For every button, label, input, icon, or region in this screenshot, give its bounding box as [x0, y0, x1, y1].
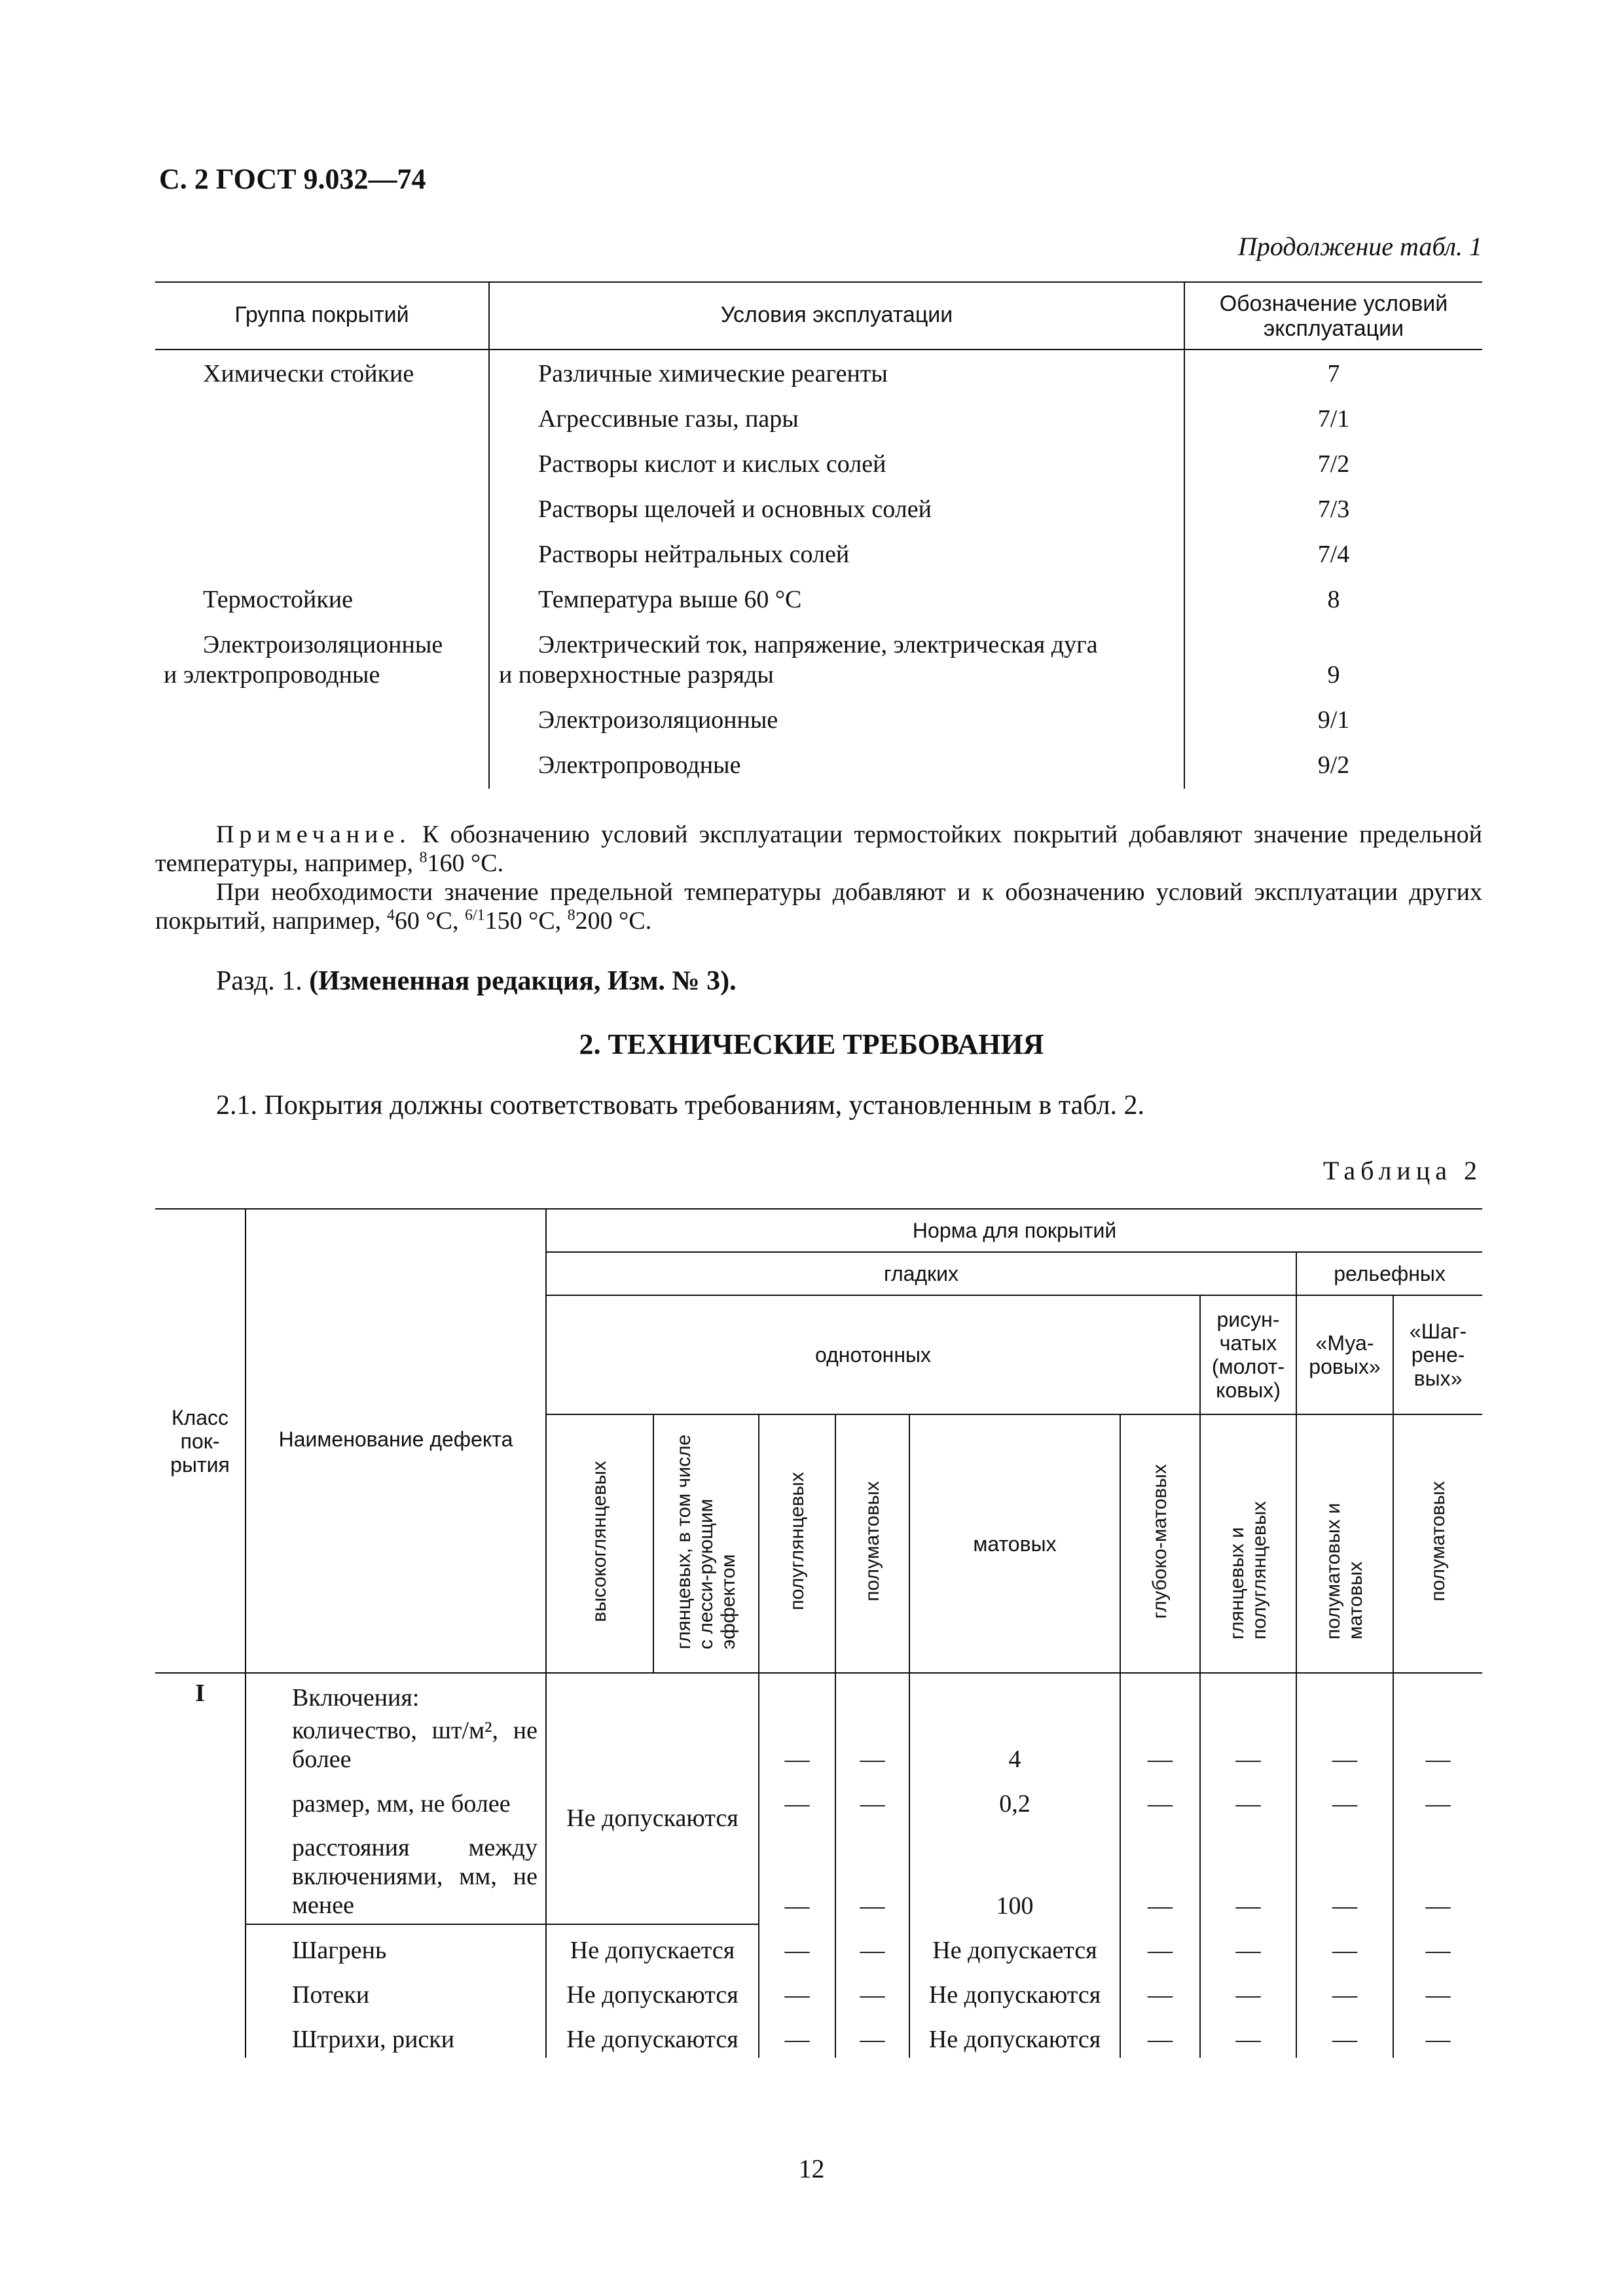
table1-group: Химически стойкие — [203, 360, 414, 387]
table1-code: 7/4 — [1317, 541, 1350, 568]
table2-value: — — [1296, 1716, 1393, 1778]
table2-value: — — [1120, 2013, 1200, 2058]
table2-value: — — [1120, 1969, 1200, 2013]
table2-header-relief: рельефных — [1296, 1252, 1482, 1295]
table2-header-sub: глянцевых и полуглянцевых — [1200, 1414, 1296, 1673]
table2-class-cell: I — [155, 1673, 246, 1716]
table1-header-code: Обозначение условий эксплуатации — [1219, 291, 1448, 341]
table1-condition: Различные химические реагенты — [538, 360, 888, 387]
note-value: 150 °С, — [484, 907, 562, 935]
table2-value: — — [1120, 1924, 1200, 1969]
table2-header-shagreen: «Шаг-рене-вых» — [1393, 1295, 1482, 1414]
table1-header-conditions: Условия эксплуатации — [720, 302, 953, 327]
table1-code: 9/2 — [1317, 751, 1350, 779]
table2-value: — — [759, 1716, 835, 1778]
table2-defect-label: размер, мм, не более — [246, 1778, 546, 1822]
table2-defect-label: Штрихи, риски — [246, 2013, 546, 2058]
note-sup: 4 — [386, 906, 395, 924]
table2-value: — — [1200, 1969, 1296, 2013]
table2-value: — — [1200, 1778, 1296, 1822]
note-sup: 8 — [419, 849, 428, 867]
table2-value: — — [835, 1924, 909, 1969]
table2-header-sub: полуматовых — [1393, 1414, 1482, 1673]
table2-value: — — [759, 1822, 835, 1924]
table2-value: — — [1393, 1822, 1482, 1924]
table2-header-sub: полуматовых — [835, 1414, 909, 1673]
table2-header-sub: полуглянцевых — [759, 1414, 835, 1673]
page-header: С. 2 ГОСТ 9.032—74 — [159, 163, 426, 195]
table1-condition: и поверхностные разряды — [499, 661, 774, 689]
table2-header-sub: полуматовых и матовых — [1296, 1414, 1393, 1673]
revision-bold: (Измененная редакция, Изм. № 3). — [309, 966, 737, 996]
table2-value: Не допускается — [909, 1924, 1120, 1969]
revision-prefix: Разд. 1. — [216, 966, 302, 996]
table1-code: 7 — [1327, 360, 1340, 387]
table2-value: — — [759, 1778, 835, 1822]
table2-value: 4 — [909, 1716, 1120, 1778]
table2-value: — — [1200, 1924, 1296, 1969]
table2-header-class: Класс пок-рытия — [155, 1209, 246, 1673]
paragraph-2-1: 2.1. Покрытия должны соответствовать требованиям, установленным в табл. 2. — [216, 1090, 1145, 1121]
table2-value: — — [1296, 1969, 1393, 2013]
table2-header-blank — [246, 1209, 546, 1414]
table1-condition: Температура выше 60 °С — [538, 586, 802, 613]
table1-header-group: Группа покрытий — [234, 302, 409, 327]
table1-code: 7/1 — [1317, 405, 1350, 433]
table2-header-moire: «Муа-ровых» — [1296, 1295, 1393, 1414]
page-number: 12 — [798, 2154, 825, 2183]
table1-top-rule — [155, 281, 1482, 283]
table2-header-defect: Наименование дефекта — [246, 1414, 546, 1673]
table1-condition: Электроизоляционные — [538, 706, 778, 734]
table2-value: — — [835, 1716, 909, 1778]
note-label: Примечание. — [216, 821, 411, 848]
table1-group: и электропроводные — [164, 661, 380, 689]
table2-header-sub: глубоко-матовых — [1120, 1414, 1200, 1673]
table2-value: Не допускаются — [546, 2013, 759, 2058]
table2-header-sub: высокоглянцевых — [546, 1414, 653, 1673]
table1-code: 7/2 — [1317, 450, 1350, 478]
table2-value: — — [1296, 1822, 1393, 1924]
table1-condition: Электропроводные — [538, 751, 741, 779]
table2-header-smooth: гладких — [546, 1252, 1296, 1295]
table2-value: — — [1296, 1778, 1393, 1822]
table2-defect-label: Потеки — [246, 1969, 546, 2013]
table2-defect-label: Шагрень — [246, 1924, 546, 1969]
table1-code: 8 — [1327, 586, 1340, 613]
table2-value: Не допускаются — [546, 1969, 759, 2013]
note-value: 60 °С, — [394, 907, 459, 935]
table2-defect-label: Включения: — [246, 1673, 546, 1716]
table2-value: — — [835, 1969, 909, 2013]
table2-value: — — [835, 2013, 909, 2058]
table1-group: Термостойкие — [203, 586, 354, 613]
table2-value: Не допускаются — [909, 2013, 1120, 2058]
table2-value: — — [1200, 1716, 1296, 1778]
table2-value: — — [1393, 1969, 1482, 2013]
table1-condition: Растворы щелочей и основных солей — [538, 495, 932, 523]
table1-header-rule — [155, 349, 1482, 350]
table2-header-norm: Норма для покрытий — [546, 1209, 1482, 1252]
table2-value: Не допускается — [546, 1924, 759, 1969]
table2-value: 100 — [909, 1822, 1120, 1924]
table1-code: 7/3 — [1317, 495, 1350, 523]
table1-code: 9/1 — [1317, 706, 1350, 734]
note-value: 160 °С. — [427, 850, 504, 877]
table2-header-pattern: рисун-чатых (молот-ковых) — [1200, 1295, 1296, 1414]
note-sup: 8 — [567, 906, 575, 924]
table1-code: 9 — [1327, 661, 1340, 689]
table1-divider — [488, 281, 490, 789]
table2-defect-label: расстояния между включениями, мм, не менее — [246, 1822, 546, 1924]
table2-value: — — [1200, 2013, 1296, 2058]
table2-value: — — [1120, 1716, 1200, 1778]
table1-note — [155, 820, 1482, 935]
table2-defect-label: количество, шт/м², не более — [246, 1716, 546, 1778]
table2-value: Не допускаются — [909, 1969, 1120, 2013]
table2-value: — — [1120, 1822, 1200, 1924]
table1-group: Электроизоляционные — [203, 631, 443, 658]
table2-value: — — [1200, 1822, 1296, 1924]
section-title: 2. ТЕХНИЧЕСКИЕ ТРЕБОВАНИЯ — [579, 1028, 1044, 1060]
table2-label: Таблица 2 — [1322, 1156, 1482, 1185]
table2-value: — — [1296, 2013, 1393, 2058]
note-text: При необходимости значение предельной температуры добавляют и к обозначению условий эксплуатации других покрытий, например, — [155, 878, 1482, 935]
table2-value: — — [1120, 1778, 1200, 1822]
note-sup: 6/1 — [464, 906, 485, 924]
table2-value: — — [835, 1778, 909, 1822]
table1-condition: Электрический ток, напряжение, электрическая дуга — [538, 631, 1098, 658]
table2-header-sub: матовых — [909, 1414, 1120, 1673]
table2-value: — — [1393, 2013, 1482, 2058]
table2-value: — — [1393, 1716, 1482, 1778]
table2-value: 0,2 — [909, 1778, 1120, 1822]
revision-note — [216, 965, 737, 997]
table1-condition: Растворы нейтральных солей — [538, 541, 850, 568]
table2-value: — — [1393, 1924, 1482, 1969]
note-value: 200 °С. — [575, 907, 652, 935]
table2-value: — — [835, 1822, 909, 1924]
table2-value: — — [759, 1969, 835, 2013]
table-continuation-label: Продолжение табл. 1 — [1237, 232, 1482, 261]
table2-value: Не допускаются — [546, 1716, 759, 1924]
table2-header-mono: однотонных — [546, 1295, 1200, 1414]
table2-value: — — [1296, 1924, 1393, 1969]
table2-value: — — [759, 1924, 835, 1969]
table2-value: — — [1393, 1778, 1482, 1822]
table2-value: — — [759, 2013, 835, 2058]
table1-condition: Агрессивные газы, пары — [538, 405, 799, 433]
note-text: К обозначению условий эксплуатации термостойких покрытий добавляют значение предельной температуры, например, — [155, 821, 1482, 877]
table2 — [155, 1208, 1482, 2058]
table2-header-sub: глянцевых, в том числе с лесси-рующим эффектом — [653, 1414, 759, 1673]
table1-condition: Растворы кислот и кислых солей — [538, 450, 886, 478]
